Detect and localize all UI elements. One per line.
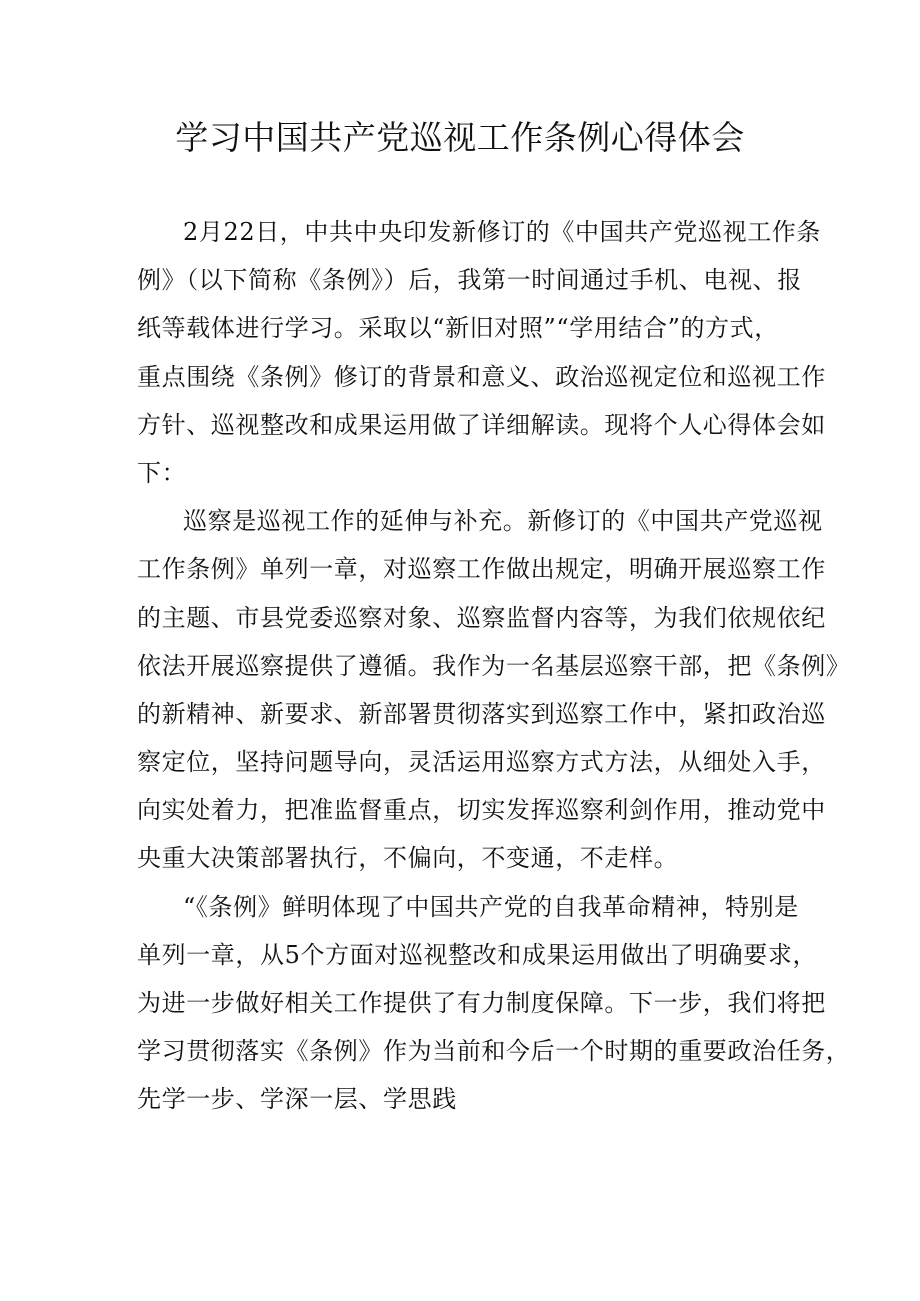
paragraph-2-line-6: 察定位，坚持问题导向，灵活运用巡察方式方法，从细处入手， [137,748,826,777]
document-body [137,208,851,1124]
paragraph-1-line-5: 方针、巡视整改和成果运用做了详细解读。现将个人心得体会如 [137,410,826,439]
paragraph-3-line-5: 先学一步、学深一层、学思践 [137,1085,457,1114]
paragraph-1-line-3: 纸等载体进行学习。采取以“新旧对照”“学用结合”的方式， [137,314,779,343]
paragraph-1-line-1: 2月22日，中共中央印发新修订的《中国共产党巡视工作条 [183,218,822,246]
paragraph-3-line-3: 为进一步做好相关工作提供了有力制度保障。下一步，我们将把 [137,989,826,1017]
paragraph-3-line-2: 单列一章，从5个方面对巡视整改和成果运用做出了明确要求， [137,940,818,969]
paragraph-2-line-8: 央重大决策部署执行，不偏向，不变通，不走样。 [137,844,679,873]
paragraph-2-line-3: 的主题、市县党委巡察对象、巡察监督内容等，为我们依规依纪 [137,603,826,632]
paragraph-2-line-5: 的新精神、新要求、新部署贯彻落实到巡察工作中，紧扣政治巡 [137,699,826,728]
paragraph-3-line-4: 学习贯彻落实《条例》作为当前和今后一个时期的重要政治任务， [137,1037,851,1066]
paragraph-3-line-1: “《条例》鲜明体现了中国共产党的自我革命精神，特别是 [183,892,799,921]
paragraph-2-line-2: 工作条例》单列一章，对巡察工作做出规定，明确开展巡察工作 [137,555,826,584]
paragraph-1-line-6: 下： [137,458,187,487]
document-title: 学习中国共产党巡视工作条例心得体会 [175,118,745,157]
paragraph-2-line-1: 巡察是巡视工作的延伸与补充。新修订的《中国共产党巡视 [183,507,823,536]
paragraph-2-line-4: 依法开展巡察提供了遵循。我作为一名基层巡察干部，把《条例》 [137,651,851,680]
paragraph-1-line-4: 重点围绕《条例》修订的背景和意义、政治巡视定位和巡视工作 [137,362,826,391]
paragraph-2-line-7: 向实处着力，把准监督重点，切实发挥巡察利剑作用，推动党中 [137,796,826,825]
paragraph-1-line-2: 例》（以下简称《条例》）后，我第一时间通过手机、电视、报 [137,266,802,295]
